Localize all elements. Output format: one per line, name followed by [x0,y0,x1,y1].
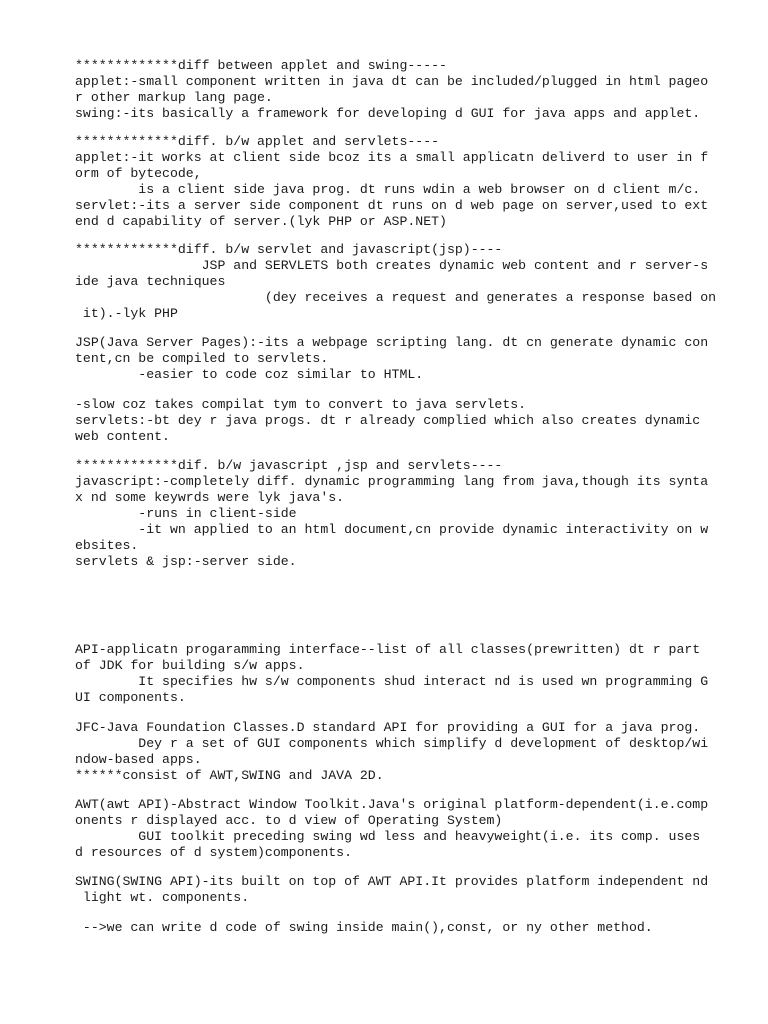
text-line: servlet:-its a server side component dt runs on d web page on server,used to ext [75,198,709,213]
text-line: -it wn applied to an html document,cn provide dynamic interactivity on w [75,522,709,537]
text-line: -easier to code coz similar to HTML. [75,367,424,382]
text-line: servlets:-bt dey r java progs. dt r already complied which also creates dynamic [75,413,701,428]
text-line: ndow-based apps. [75,752,202,767]
text-line: API-applicatn progaramming interface--list of all classes(prewritten) dt r part [75,642,701,657]
text-line: r other markup lang page. [75,90,273,105]
text-line: of JDK for building s/w apps. [75,658,305,673]
text-line: onents r displayed acc. to d view of Operating System) [75,813,503,828]
text-line: ide java techniques [75,274,226,289]
text-line: -runs in client-side [75,506,297,521]
text-line: SWING(SWING API)-its built on top of AWT API.It provides platform independent nd [75,874,709,889]
text-line: JFC-Java Foundation Classes.D standard API for providing a GUI for a java prog. [75,720,701,735]
text-line: orm of bytecode, [75,166,202,181]
text-line: *************diff between applet and swing----- [75,58,447,73]
text-line: applet:-it works at client side bcoz its a small applicatn deliverd to user in f [75,150,709,165]
text-line: JSP(Java Server Pages):-its a webpage scripting lang. dt cn generate dynamic con [75,335,709,350]
text-line: end d capability of server.(lyk PHP or ASP.NET) [75,214,447,229]
text-line: ******consist of AWT,SWING and JAVA 2D. [75,768,384,783]
text-line: applet:-small component written in java dt can be included/plugged in html pageo [75,74,709,89]
text-line: ebsites. [75,538,139,553]
text-line: Dey r a set of GUI components which simplify d development of desktop/wi [75,736,709,751]
text-line: servlets & jsp:-server side. [75,554,297,569]
text-line: GUI toolkit preceding swing wd less and heavyweight(i.e. its comp. uses [75,829,701,844]
text-line: UI components. [75,690,186,705]
text-line: AWT(awt API)-Abstract Window Toolkit.Java's original platform-dependent(i.e.comp [75,797,709,812]
text-line: JSP and SERVLETS both creates dynamic web content and r server-s [75,258,709,273]
text-line: is a client side java prog. dt runs wdin a web browser on d client m/c. [75,182,701,197]
text-line: it).-lyk PHP [75,306,178,321]
text-line: d resources of d system)components. [75,845,352,860]
text-line: swing:-its basically a framework for developing d GUI for java apps and applet. [75,106,701,121]
text-line: (dey receives a request and generates a response based on [75,290,717,305]
text-line: *************dif. b/w javascript ,jsp and servlets---- [75,458,503,473]
text-line: light wt. components. [75,890,250,905]
text-line: x nd some keywrds were lyk java's. [75,490,345,505]
text-line: web content. [75,429,170,444]
text-line: tent,cn be compiled to servlets. [75,351,329,366]
text-line: *************diff. b/w applet and servlets---- [75,134,440,149]
text-line: -slow coz takes compilat tym to convert to java servlets. [75,397,527,412]
text-line: javascript:-completely diff. dynamic programming lang from java,though its synta [75,474,709,489]
text-line: -->we can write d code of swing inside main(),const, or ny other method. [75,920,653,935]
text-line: It specifies hw s/w components shud interact nd is used wn programming G [75,674,709,689]
text-line: *************diff. b/w servlet and javascript(jsp)---- [75,242,503,257]
